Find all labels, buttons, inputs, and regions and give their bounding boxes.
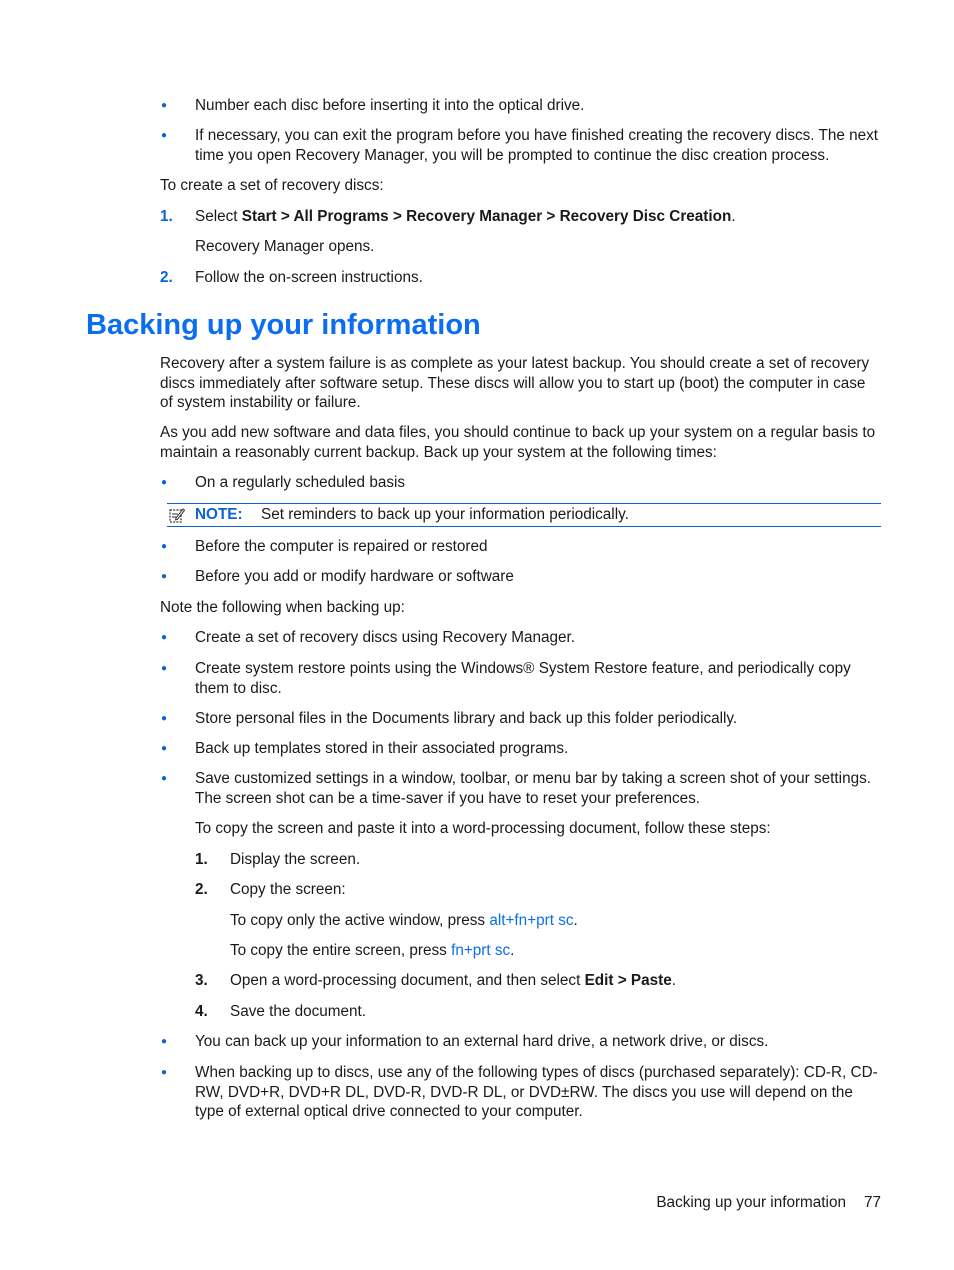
list-item: Before you add or modify hardware or software	[195, 568, 514, 585]
section-title: Backing up your information	[86, 309, 481, 341]
page-footer	[656, 1193, 881, 1213]
bullet-icon: ●	[161, 1067, 168, 1078]
bullet-icon: ●	[161, 713, 168, 724]
step-detail: To copy only the active window, press alt+fn+prt sc.	[230, 912, 578, 929]
list-item: On a regularly scheduled basis	[195, 474, 406, 491]
note-text: Set reminders to back up your information periodically.	[261, 506, 629, 523]
step-text: Follow the on-screen instructions.	[195, 269, 423, 286]
step-text: Select Start > All Programs > Recovery Manager > Recovery Disc Creation.	[195, 208, 736, 225]
bullet-icon: ●	[161, 743, 168, 754]
list-item: Create a set of recovery discs using Recovery Manager.	[195, 629, 576, 646]
list-item: Save customized settings in a window, toolbar, or menu bar by taking a screen shot of your settings. The screen shot can be a time-saver if you have to reset your preferences.	[195, 770, 871, 807]
bullet-icon: ●	[161, 773, 168, 784]
step-detail: To copy the entire screen, press fn+prt sc.	[230, 942, 515, 959]
paragraph: Recovery after a system failure is as complete as your latest backup. You should create a set of recovery discs immediately after software setup. These discs will allow you to start up (boot) the computer in case of system instability or failure.	[160, 355, 870, 411]
step-text: Copy the screen:	[230, 881, 346, 898]
step-number: 2.	[160, 269, 173, 286]
bullet-icon: ●	[161, 477, 168, 488]
step-number: 1.	[160, 208, 173, 225]
step-text: Display the screen.	[230, 851, 361, 868]
list-item: Create system restore points using the Windows® System Restore feature, and periodically copy them to disc.	[195, 660, 851, 697]
bullet-icon: ●	[161, 663, 168, 674]
step-text: Save the document.	[230, 1003, 367, 1020]
step-number: 2.	[195, 881, 208, 898]
bullet-icon: ●	[161, 571, 168, 582]
bullet-icon: ●	[161, 632, 168, 643]
step-number: 3.	[195, 972, 208, 989]
bullet-icon: ●	[161, 100, 168, 111]
intro-text: To create a set of recovery discs:	[160, 177, 384, 194]
list-item: Back up templates stored in their associated programs.	[195, 740, 569, 757]
copy-intro: To copy the screen and paste it into a word-processing document, follow these steps:	[195, 820, 771, 837]
note-label: NOTE:	[195, 506, 243, 523]
list-item: Store personal files in the Documents library and back up this folder periodically.	[195, 710, 738, 727]
list-item: Before the computer is repaired or restored	[195, 538, 488, 555]
note-pencil-icon	[169, 507, 185, 523]
list-item: Number each disc before inserting it into the optical drive.	[195, 97, 585, 114]
bullet-icon: ●	[161, 1036, 168, 1047]
key-combo: fn+prt sc	[451, 942, 511, 959]
list-item: You can back up your information to an external hard drive, a network drive, or discs.	[195, 1033, 769, 1050]
paragraph: As you add new software and data files, you should continue to back up your system on a regular basis to maintain a reasonably current backup. Back up your system at the following times:	[160, 424, 876, 461]
step-text: Open a word-processing document, and then select Edit > Paste.	[230, 972, 676, 989]
page-number: 77	[863, 1194, 881, 1211]
bullet-icon: ●	[161, 130, 168, 141]
key-combo: alt+fn+prt sc	[489, 912, 574, 929]
paragraph: Note the following when backing up:	[160, 599, 405, 616]
list-item: If necessary, you can exit the program before you have finished creating the recovery discs. The next time you open Recovery Manager, you will be prompted to continue the disc creation process.	[195, 127, 879, 164]
step-number: 1.	[195, 851, 208, 868]
list-item: When backing up to discs, use any of the following types of discs (purchased separately): CD-R, CD-RW, DVD+R, DVD+R DL, DVD-R, DVD-R DL, or DVD±RW. The discs you use will depend on the type of external optical drive connected to your computer.	[195, 1064, 878, 1120]
footer-title: Backing up your information	[656, 1194, 846, 1211]
step-result: Recovery Manager opens.	[195, 238, 375, 255]
step-number: 4.	[195, 1003, 208, 1020]
bullet-icon: ●	[161, 541, 168, 552]
note-box	[167, 503, 881, 527]
